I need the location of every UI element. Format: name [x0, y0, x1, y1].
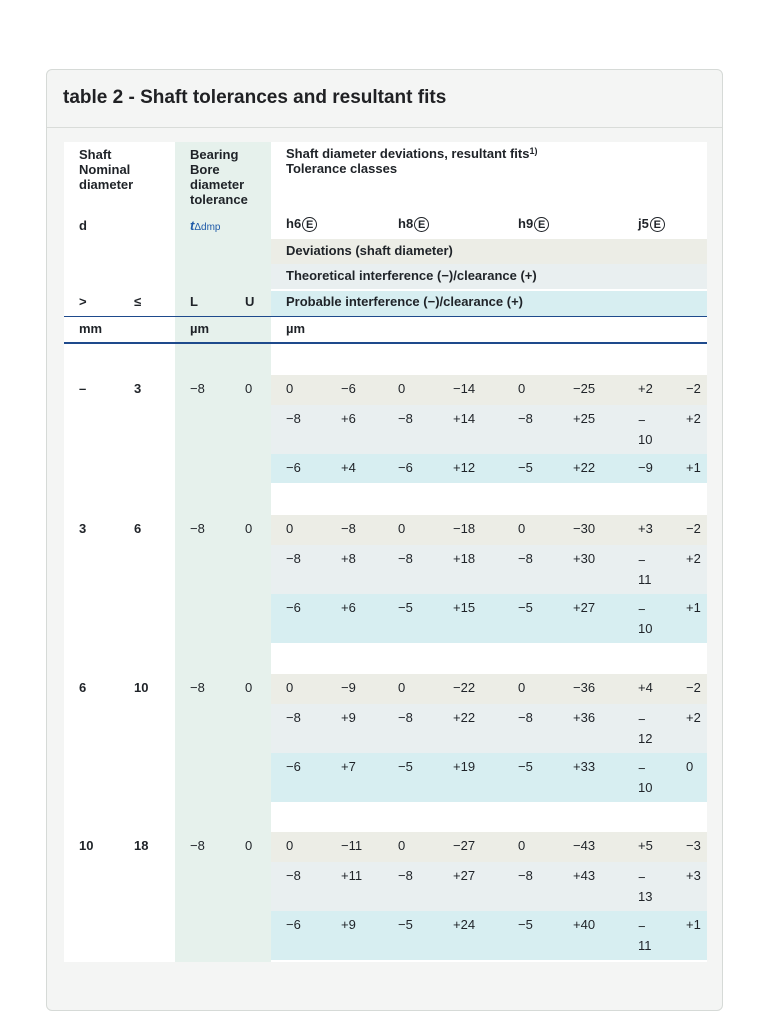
theoretical-value: −8	[398, 551, 413, 566]
probable-value: +12	[453, 460, 476, 475]
theoretical-value: +9	[341, 710, 356, 725]
unit-mm: mm	[79, 321, 103, 336]
deviation-value: 0	[286, 680, 294, 695]
theoretical-value: +8	[341, 551, 356, 566]
probable-value: +33	[573, 759, 596, 774]
unit-um-bearing: µm	[190, 321, 210, 336]
deviation-value: +4	[638, 680, 653, 695]
probable-value: +1	[686, 460, 701, 475]
header-shaft-deviations: Shaft diameter deviations, resultant fits$^{1)}$	[286, 146, 538, 161]
deviation-value: 0	[518, 381, 526, 396]
header-le: ≤	[134, 294, 142, 309]
probable-value: +4	[341, 460, 356, 475]
header-bearing-bore-tolerance: Bearing Bore diameter tolerance	[190, 147, 248, 207]
probable-value: −5	[518, 917, 533, 932]
deviation-value: −18	[453, 521, 476, 536]
bearing-upper-deviation: 0	[245, 680, 253, 695]
deviation-value: 0	[398, 838, 406, 853]
probable-value: −6	[286, 460, 301, 475]
theoretical-value: −8	[398, 868, 413, 883]
envelope-requirement-icon: E	[414, 217, 429, 232]
bearing-lower-deviation: −8	[190, 680, 205, 695]
theoretical-value: +3	[686, 868, 701, 883]
probable-value: +22	[573, 460, 596, 475]
theoretical-value: −8	[518, 551, 533, 566]
theoretical-value: −8	[286, 551, 301, 566]
probable-value: −9	[638, 460, 653, 475]
envelope-requirement-icon: E	[650, 217, 665, 232]
probable-value: +24	[453, 917, 476, 932]
deviation-value: −43	[573, 838, 596, 853]
theoretical-value: −8	[398, 411, 413, 426]
label-theoretical: Theoretical interference (−)/clearance (+)	[286, 268, 537, 283]
deviation-value: 0	[518, 838, 526, 853]
bearing-lower-deviation: −8	[190, 521, 205, 536]
deviation-value: −22	[453, 680, 476, 695]
header-U: U	[245, 294, 255, 309]
probable-value: −6	[286, 600, 301, 615]
header-tolerance-classes: Tolerance classes	[286, 161, 398, 176]
table-title: table 2 - Shaft tolerances and resultant fits	[63, 87, 447, 108]
range-gt-value: 6	[79, 680, 87, 695]
class-name: h6	[286, 216, 302, 231]
theoretical-value: +2	[686, 710, 701, 725]
deviation-value: −36	[573, 680, 596, 695]
tolerance-table	[64, 142, 707, 962]
theoretical-value: − 11	[638, 553, 652, 587]
bearing-upper-deviation: 0	[245, 521, 253, 536]
class-name: h8	[398, 216, 414, 231]
deviation-value: −2	[686, 680, 701, 695]
class-name: j5	[638, 216, 649, 231]
group-spacer	[271, 644, 707, 674]
probable-value: − 11	[638, 919, 652, 953]
probable-value: −5	[518, 460, 533, 475]
tolerance-class-h6	[286, 216, 317, 232]
class-name: h9	[518, 216, 534, 231]
header-gt: >	[79, 294, 87, 309]
deviation-value: +5	[638, 838, 653, 853]
theoretical-value: +11	[341, 868, 363, 883]
range-le-value: 18	[134, 838, 149, 853]
header-rule-thick	[64, 342, 707, 344]
theoretical-value: +18	[453, 551, 476, 566]
theoretical-value: −8	[286, 710, 301, 725]
deviation-value: 0	[286, 521, 294, 536]
envelope-requirement-icon: E	[302, 217, 317, 232]
envelope-requirement-icon: E	[534, 217, 549, 232]
probable-value: +1	[686, 917, 701, 932]
probable-value: −5	[398, 917, 413, 932]
probable-value: +19	[453, 759, 476, 774]
probable-value: − 10	[638, 761, 653, 795]
deviation-value: −8	[341, 521, 356, 536]
deviation-value: 0	[286, 381, 294, 396]
bearing-lower-deviation: −8	[190, 381, 205, 396]
probable-value: +15	[453, 600, 476, 615]
header-rule-thin	[64, 316, 707, 317]
probable-value: −5	[398, 759, 413, 774]
deviation-value: +3	[638, 521, 653, 536]
theoretical-value: +22	[453, 710, 476, 725]
theoretical-value: +14	[453, 411, 476, 426]
theoretical-value: − 13	[638, 870, 653, 904]
deviation-value: +2	[638, 381, 653, 396]
deviation-value: −25	[573, 381, 596, 396]
header-L: L	[190, 294, 198, 309]
probable-value: −6	[398, 460, 413, 475]
theoretical-value: +2	[686, 411, 701, 426]
probable-value: +1	[686, 600, 701, 615]
bearing-upper-deviation: 0	[245, 381, 253, 396]
theoretical-value: +36	[573, 710, 596, 725]
group-spacer	[271, 485, 707, 515]
table-card	[46, 69, 723, 1011]
range-le-value: 10	[134, 680, 149, 695]
theoretical-value: −8	[286, 411, 301, 426]
deviation-value: −6	[341, 381, 356, 396]
group-spacer	[271, 345, 707, 375]
header-d: d	[79, 218, 87, 233]
probable-value: − 10	[638, 602, 653, 636]
deviation-value: 0	[518, 521, 526, 536]
probable-value: −6	[286, 759, 301, 774]
bearing-lower-deviation: −8	[190, 838, 205, 853]
deviation-value: −11	[341, 838, 363, 853]
probable-value: −5	[518, 759, 533, 774]
header-shaft-nominal-diameter: Shaft Nominal diameter	[79, 147, 134, 192]
range-gt-value: 3	[79, 521, 87, 536]
card-header	[47, 70, 722, 128]
tolerance-class-j5	[638, 216, 665, 232]
range-gt-value: 10	[79, 838, 94, 853]
probable-value: +40	[573, 917, 596, 932]
probable-value: +7	[341, 759, 356, 774]
theoretical-value: +2	[686, 551, 701, 566]
theoretical-value: +25	[573, 411, 596, 426]
theoretical-value: +27	[453, 868, 476, 883]
probable-value: +6	[341, 600, 356, 615]
probable-value: 0	[686, 759, 694, 774]
theoretical-value: −8	[518, 411, 533, 426]
label-deviations: Deviations (shaft diameter)	[286, 243, 453, 258]
deviation-value: 0	[398, 680, 406, 695]
range-gt-value: –	[79, 381, 87, 396]
theoretical-value: +6	[341, 411, 356, 426]
deviation-value: 0	[398, 521, 406, 536]
theoretical-value: −8	[518, 868, 533, 883]
deviation-value: −27	[453, 838, 476, 853]
deviation-value: 0	[518, 680, 526, 695]
theoretical-value: − 10	[638, 413, 653, 447]
label-probable: Probable interference (−)/clearance (+)	[286, 294, 523, 309]
theoretical-value: +30	[573, 551, 596, 566]
probable-value: −5	[398, 600, 413, 615]
deviation-value: −3	[686, 838, 701, 853]
deviation-value: −30	[573, 521, 596, 536]
theoretical-value: +43	[573, 868, 596, 883]
deviation-value: −2	[686, 521, 701, 536]
probable-value: −5	[518, 600, 533, 615]
theoretical-value: −8	[398, 710, 413, 725]
deviation-value: 0	[286, 838, 294, 853]
tolerance-class-h8	[398, 216, 429, 232]
deviation-value: −9	[341, 680, 356, 695]
header-t-delta-dmp: tΔdmp	[190, 218, 221, 233]
range-le-value: 3	[134, 381, 142, 396]
tolerance-class-h9	[518, 216, 549, 232]
deviation-value: 0	[398, 381, 406, 396]
deviation-value: −2	[686, 381, 701, 396]
theoretical-value: − 12	[638, 712, 653, 746]
probable-value: +27	[573, 600, 596, 615]
group-spacer	[271, 802, 707, 832]
deviation-value: −14	[453, 381, 476, 396]
range-le-value: 6	[134, 521, 142, 536]
bearing-upper-deviation: 0	[245, 838, 253, 853]
unit-um-shaft: µm	[286, 321, 306, 336]
probable-value: +9	[341, 917, 356, 932]
theoretical-value: −8	[286, 868, 301, 883]
theoretical-value: −8	[518, 710, 533, 725]
probable-value: −6	[286, 917, 301, 932]
